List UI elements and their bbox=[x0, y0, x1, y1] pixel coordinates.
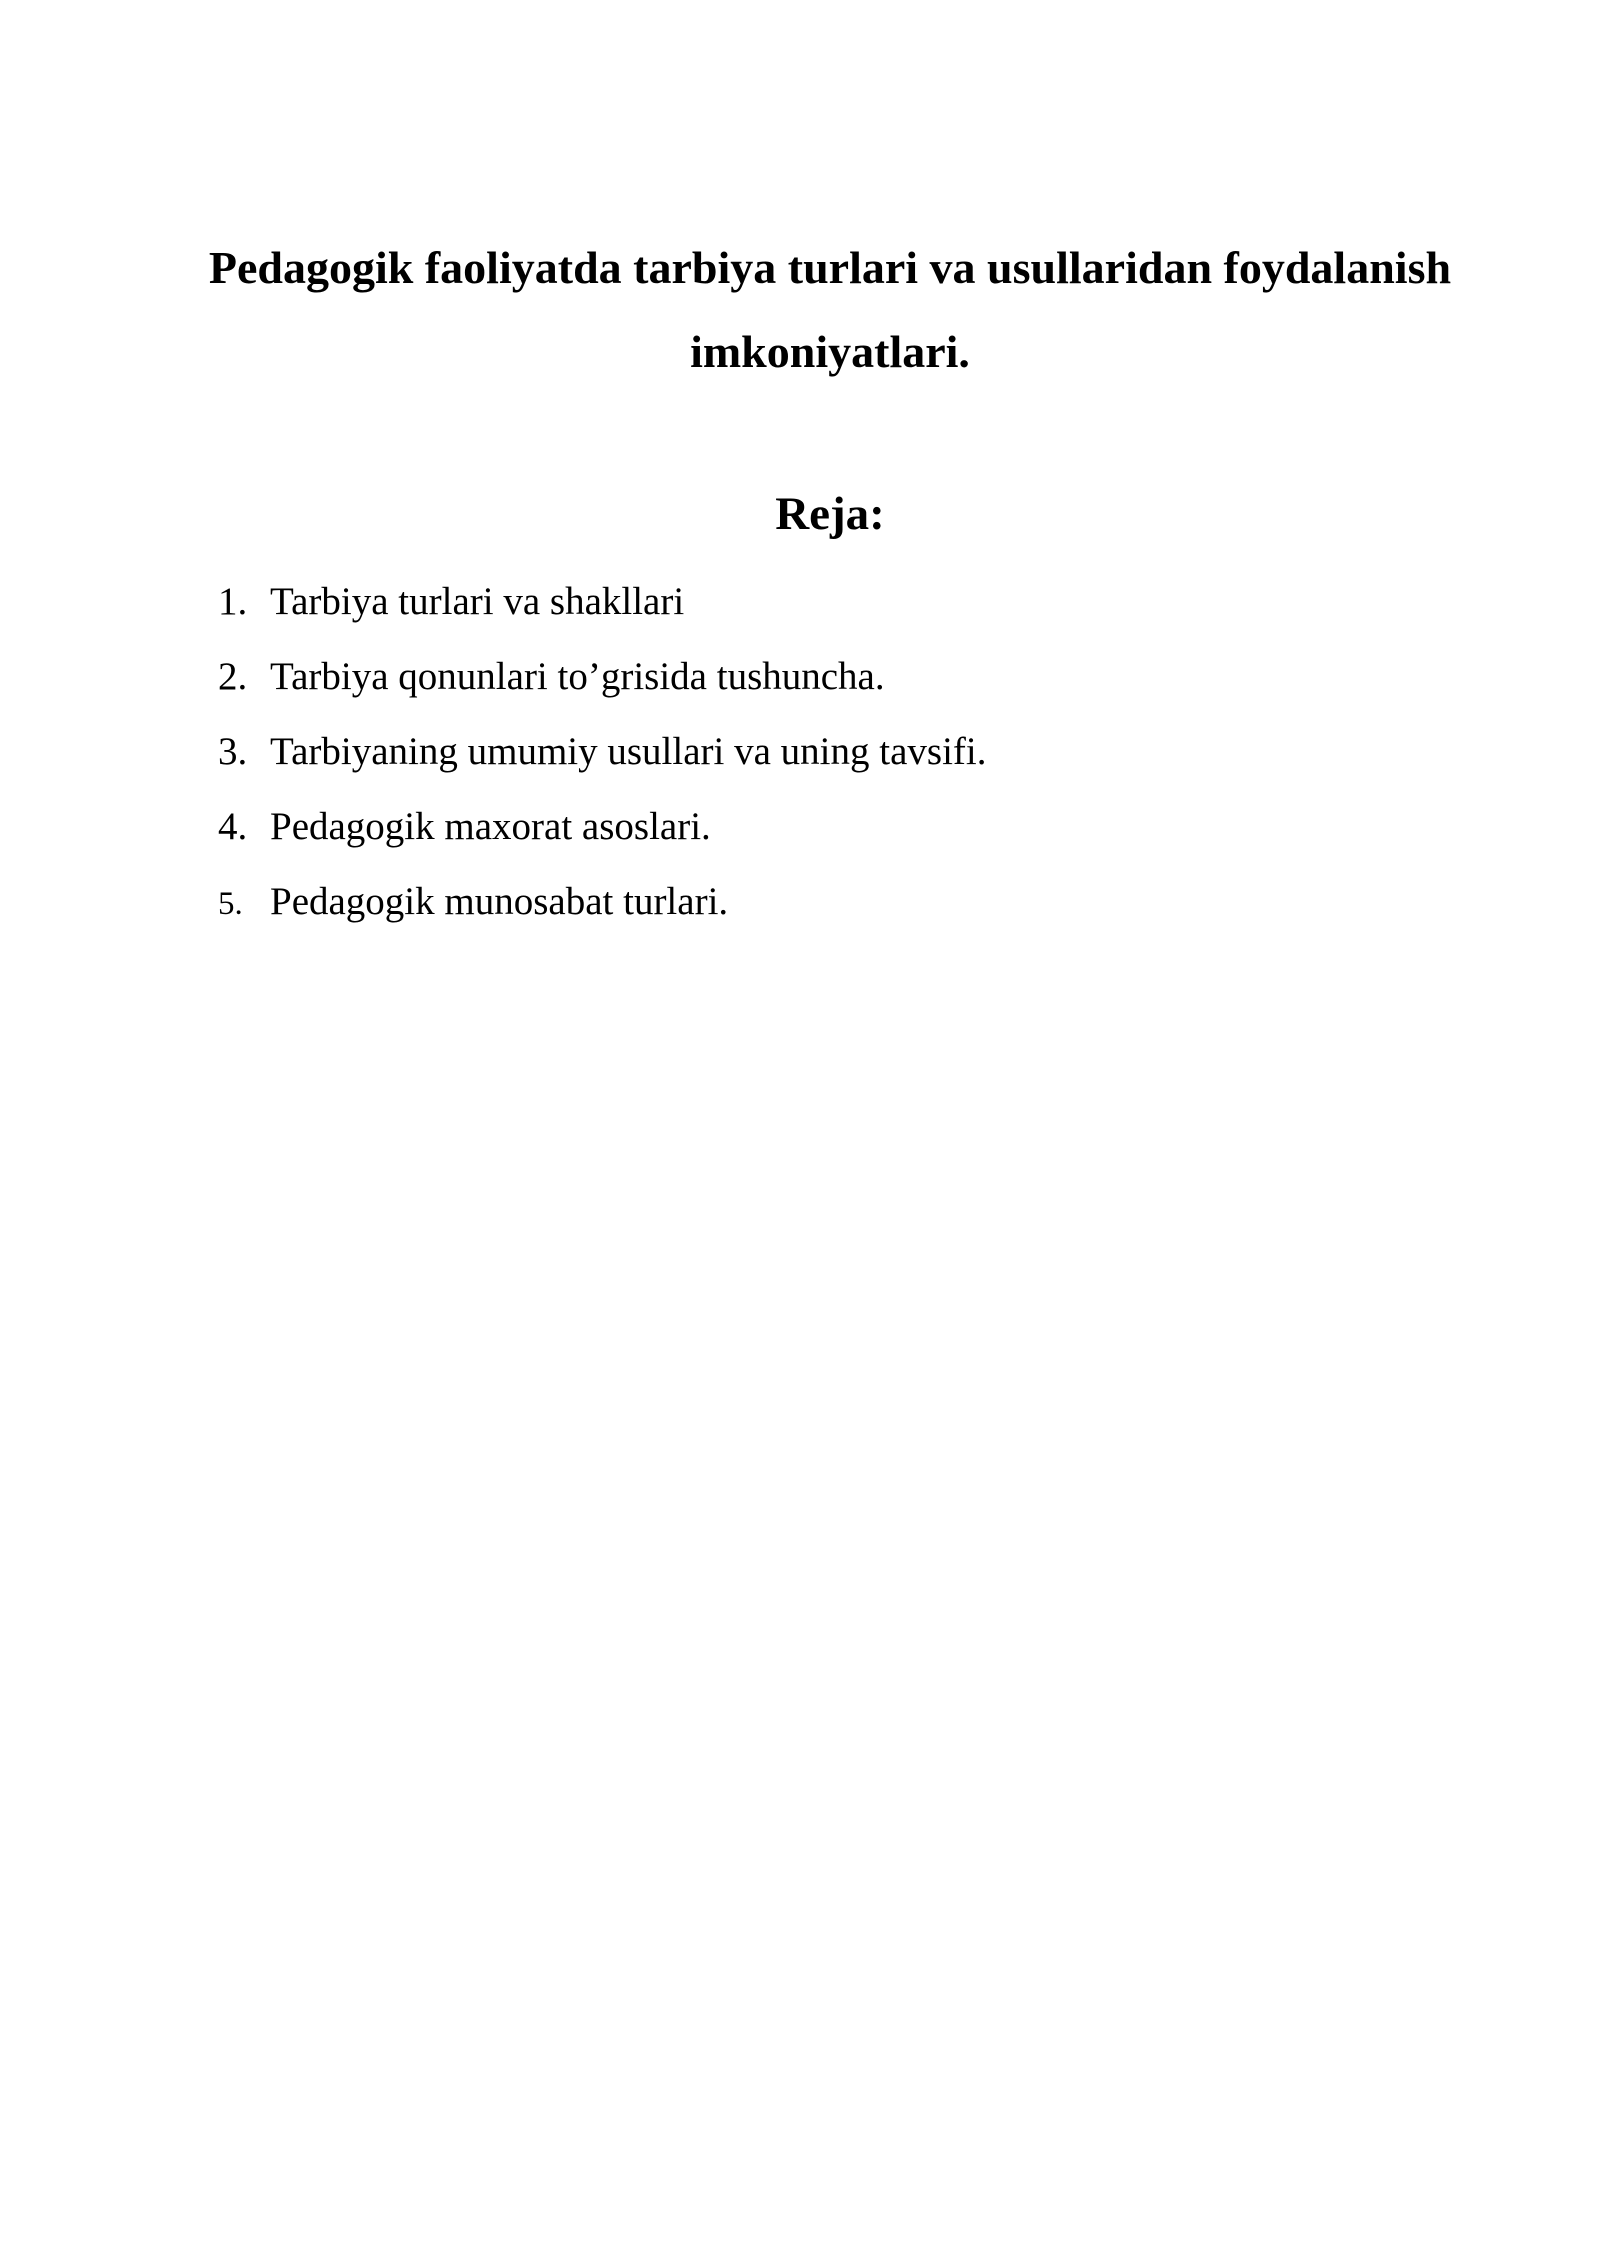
plan-item-text: Tarbiya qonunlari to’grisida tushuncha. bbox=[270, 655, 885, 698]
plan-item-number: 3. bbox=[218, 730, 248, 773]
plan-item-text: Tarbiya turlari va shakllari bbox=[270, 580, 685, 623]
plan-list bbox=[218, 564, 987, 939]
plan-item bbox=[218, 639, 987, 714]
document-title: Pedagogik faoliyatda tarbiya turlari va usullaridan foydalanish imkoniyatlari. bbox=[208, 242, 1452, 377]
plan-item-number: 5. bbox=[218, 886, 243, 922]
plan-item-text: Pedagogik munosabat turlari. bbox=[270, 880, 729, 923]
plan-item-number: 2. bbox=[218, 655, 248, 698]
plan-item bbox=[218, 789, 987, 864]
plan-item bbox=[218, 864, 987, 939]
plan-item bbox=[218, 564, 987, 639]
plan-item bbox=[218, 714, 987, 789]
plan-heading: Reja: bbox=[775, 488, 885, 540]
plan-item-text: Tarbiyaning umumiy usullari va uning tavsifi. bbox=[270, 730, 987, 773]
plan-item-text: Pedagogik maxorat asoslari. bbox=[270, 805, 711, 848]
plan-item-number: 1. bbox=[218, 580, 248, 623]
plan-item-number: 4. bbox=[218, 805, 248, 848]
